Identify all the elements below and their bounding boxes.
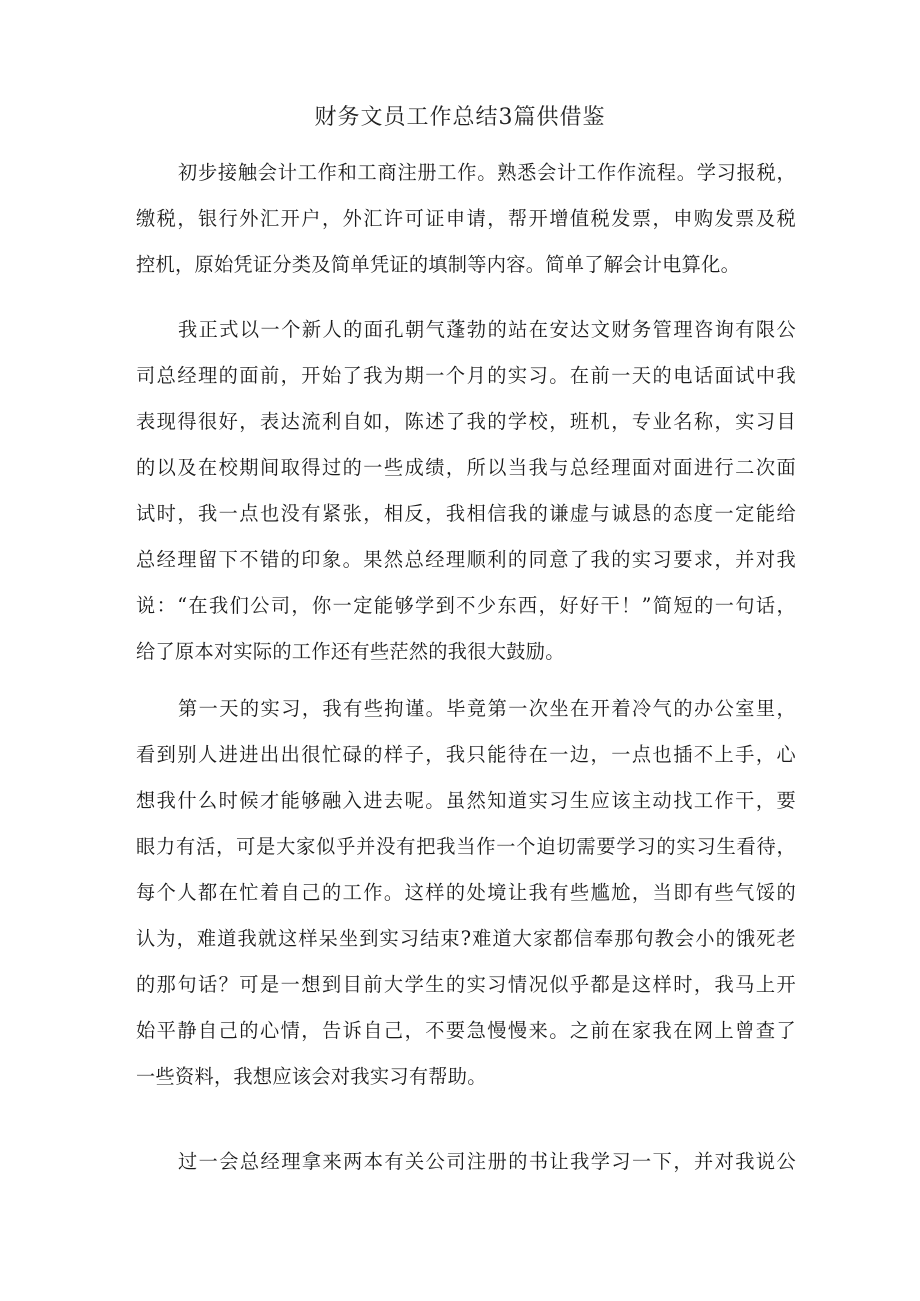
text-line: 初步接触会计工作和工商注册工作。熟悉会计工作作流程。学习报税， xyxy=(178,161,796,184)
paragraph-3 xyxy=(136,686,796,1100)
text-line: 司总经理的面前，开始了我为期一个月的实习。在前一天的电话面试中我 xyxy=(136,364,796,387)
text-line: 第一天的实习，我有些拘谨。毕竟第一次坐在开着冷气的办公室里， xyxy=(178,697,796,720)
text-line: 眼力有活，可是大家似乎并没有把我当作一个迫切需要学习的实习生看待， xyxy=(136,835,796,858)
text-line: 过一会总经理拿来两本有关公司注册的书让我学习一下，并对我说公 xyxy=(178,1150,796,1173)
text-line: 的以及在校期间取得过的一些成绩，所以当我与总经理面对面进行二次面 xyxy=(136,456,796,479)
text-line: 控机，原始凭证分类及简单凭证的填制等内容。简单了解会计电算化。 xyxy=(136,253,741,276)
paragraph-2 xyxy=(136,307,796,675)
text-line: 说：“在我们公司，你一定能够学到不少东西，好好干！”简短的一句话， xyxy=(136,594,796,617)
text-line: 给了原本对实际的工作还有些茫然的我很大鼓励。 xyxy=(136,640,565,663)
text-line: 始平静自己的心情，告诉自己，不要急慢慢来。之前在家我在网上曾查了 xyxy=(136,1019,796,1042)
text-line: 我正式以一个新人的面孔朝气蓬勃的站在安达文财务管理咨询有限公 xyxy=(178,318,796,341)
paragraph-4 xyxy=(136,1139,796,1185)
text-line: 想我什么时候才能够融入进去呢。虽然知道实习生应该主动找工作干，要 xyxy=(136,789,796,812)
text-line: 表现得很好，表达流利自如，陈述了我的学校，班机，专业名称，实习目 xyxy=(136,410,796,433)
text-line: 总经理留下不错的印象。果然总经理顺利的同意了我的实习要求，并对我 xyxy=(136,548,796,571)
document-title: 财务文员工作总结3篇供借鉴 xyxy=(314,105,606,130)
paragraph-1 xyxy=(136,150,796,288)
text-line: 的那句话？可是一想到目前大学生的实习情况似乎都是这样时，我马上开 xyxy=(136,973,796,996)
text-line: 试时，我一点也没有紧张，相反，我相信我的谦虚与诚恳的态度一定能给 xyxy=(136,502,796,525)
text-line: 缴税，银行外汇开户，外汇许可证申请，帮开增值税发票，申购发票及税 xyxy=(136,207,796,230)
text-line: 一些资料，我想应该会对我实习有帮助。 xyxy=(136,1065,487,1088)
text-line: 认为，难道我就这样呆坐到实习结束?难道大家都信奉那句教会小的饿死老 xyxy=(136,927,796,950)
text-line: 每个人都在忙着自己的工作。这样的处境让我有些尴尬，当即有些气馁的 xyxy=(136,881,796,904)
text-line: 看到别人进进出出很忙碌的样子，我只能待在一边，一点也插不上手，心 xyxy=(136,743,796,766)
